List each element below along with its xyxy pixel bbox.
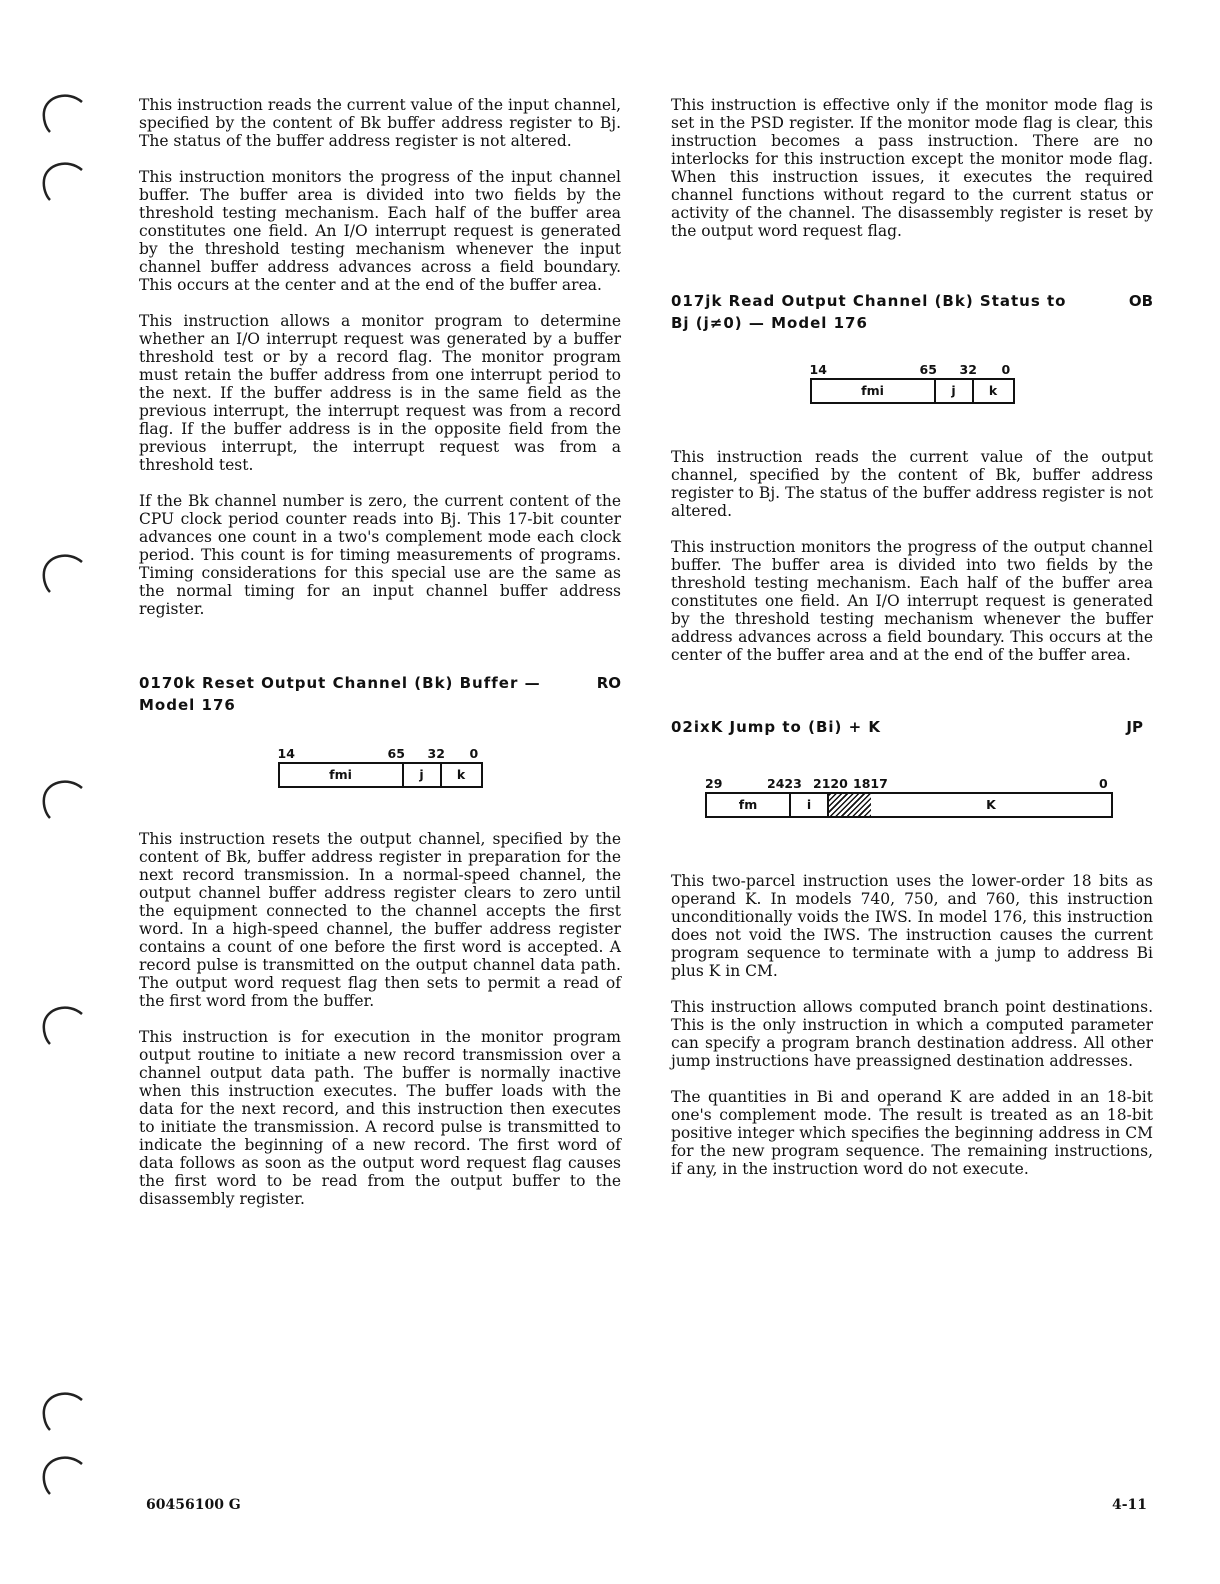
binder-punch-mark (38, 550, 86, 598)
field-k: k (988, 383, 998, 398)
instruction-format-box (705, 792, 1113, 818)
binder-punch-mark (38, 1002, 86, 1050)
left-column (139, 96, 621, 1226)
binder-punch-mark (38, 158, 86, 206)
bit-number: 2120 (813, 776, 848, 791)
footer-doc-number: 60456100 G (146, 1497, 241, 1513)
bit-number-row (278, 746, 483, 762)
binder-punch-mark (38, 1452, 86, 1500)
binder-punch-mark (38, 776, 86, 824)
body-paragraph: This instruction allows computed branch point destinations. This is the only instruction in which a computed parameter can specify a program branch destination address. All other jump instructions have preassigned destination addresses. (671, 998, 1153, 1070)
bit-number: 2423 (767, 776, 802, 791)
bit-number: 29 (705, 776, 723, 791)
field-j: j (951, 383, 956, 398)
field-fmi: fmi (861, 383, 884, 398)
instruction-format-box (810, 378, 1015, 404)
mnemonic-code: OB (1128, 292, 1153, 310)
binder-punch-mark (38, 1388, 86, 1436)
instruction-format-box (278, 762, 483, 788)
bit-number-row (705, 776, 1113, 792)
right-column (671, 96, 1153, 1196)
body-paragraph: This instruction monitors the progress of the output channel buffer. The buffer area is divided into two fields by the threshold testing mechanism. Each half of the buffer area constitutes one field. An I/O interrupt request is generated by the threshold testing mechanism whenever the buffer address advances across a field boundary. This occurs at the center of the buffer area and at the end of the buffer area. (671, 538, 1153, 664)
field-K: K (986, 797, 996, 812)
instruction-format-diagram (278, 746, 483, 788)
instruction-format-diagram (705, 776, 1113, 818)
field-fmi: fmi (329, 767, 352, 782)
section-title: 017jk Read Output Channel (Bk) Status to Bj (j≠0) — Model 176 (671, 292, 1067, 332)
mnemonic-code: RO (596, 674, 621, 692)
section-title: 02ixK Jump to (Bi) + K (671, 718, 882, 736)
binder-punch-mark (38, 90, 86, 138)
body-paragraph: If the Bk channel number is zero, the current content of the CPU clock period counter reads into Bj. This 17-bit counter advances one count in a two's complement mode each clock period. This count is for timing measurements of programs. Timing considerations for this special use are the same as the normal timing for an input channel buffer address register. (139, 492, 621, 618)
bit-number: 65 (919, 362, 937, 377)
body-paragraph: This instruction reads the current value of the output channel, specified by the content of Bk, buffer address register to Bj. The status of the buffer address register is not altered. (671, 448, 1153, 520)
bit-number: 0 (1099, 776, 1108, 791)
section-heading-017jk (671, 290, 1153, 334)
bit-number: 32 (959, 362, 977, 377)
body-paragraph: This instruction resets the output channel, specified by the content of Bk, buffer address register in preparation for the next record transmission. In a normal-speed channel, the output channel buffer address register clears to zero until the equipment connected to the channel accepts the first word. In a high-speed channel, the buffer address register contains a count of one before the first word is accepted. A record pulse is transmitted on the output channel data path. The output word request flag then sets to permit a read of the first word from the buffer. (139, 830, 621, 1010)
body-paragraph: This instruction is effective only if the monitor mode flag is set in the PSD register. If the monitor mode flag is clear, this instruction becomes a pass instruction. There are no interlocks for this instruction except the monitor mode flag. When this instruction issues, it executes the required channel functions without regard to the current status or activity of the channel. The disassembly register is reset by the output word request flag. (671, 96, 1153, 240)
section-heading-0170k (139, 672, 621, 716)
footer-page-number: 4-11 (1112, 1497, 1148, 1513)
field-i: i (806, 797, 812, 812)
bit-number: 0 (1001, 362, 1011, 377)
field-k: k (456, 767, 466, 782)
bit-number: 14 (809, 362, 827, 377)
field-fm: fm (738, 797, 758, 812)
field-j: j (419, 767, 424, 782)
section-heading-02ixk (671, 716, 1153, 738)
instruction-format-diagram (810, 362, 1015, 404)
body-paragraph: This instruction allows a monitor program to determine whether an I/O interrupt request was generated by a buffer threshold test or by a record flag. The monitor program must retain the buffer address from one interrupt period to the next. If the buffer address is in the same field as the previous interrupt, the interrupt request was from a record flag. If the buffer address is in the opposite field from the previous interrupt, the interrupt request was from a threshold test. (139, 312, 621, 474)
body-paragraph: This instruction reads the current value of the input channel, specified by the content of Bk buffer address register to Bj. The status of the buffer address register is not altered. (139, 96, 621, 150)
body-paragraph: This two-parcel instruction uses the lower-order 18 bits as operand K. In models 740, 750, and 760, this instruction unconditionally voids the IWS. In model 176, this instruction does not void the IWS. The instruction causes the current program sequence to terminate with a jump to address Bi plus K in CM. (671, 872, 1153, 980)
body-paragraph: This instruction monitors the progress of the input channel buffer. The buffer area is divided into two fields by the threshold testing mechanism. Each half of the buffer area constitutes one field. An I/O interrupt request is generated by the threshold testing mechanism whenever the input channel buffer address advances across a field boundary. This occurs at the center and at the end of the buffer area. (139, 168, 621, 294)
bit-number: 65 (387, 746, 405, 761)
bit-number: 0 (469, 746, 479, 761)
bit-number: 1817 (853, 776, 888, 791)
body-paragraph: The quantities in Bi and operand K are added in an 18-bit one's complement mode. The result is treated as an 18-bit positive integer which specifies the beginning address in CM for the new program sequence. The remaining instructions, if any, in the instruction word do not execute. (671, 1088, 1153, 1178)
bit-number-row (810, 362, 1015, 378)
bit-number: 32 (427, 746, 445, 761)
section-title: 0170k Reset Output Channel (Bk) Buffer — Model 176 (139, 674, 541, 714)
unused-field-hatched (829, 794, 871, 816)
mnemonic-code: JP (1126, 718, 1143, 736)
bit-number: 14 (277, 746, 295, 761)
body-paragraph: This instruction is for execution in the monitor program output routine to initiate a new record transmission over a channel output data path. The buffer is normally inactive when this instruction executes. The buffer loads with the data for the next record, and this instruction then executes to initiate the transmission. A record pulse is transmitted to indicate the beginning of a new record. The first word of data follows as soon as the output word request flag causes the first word to be read from the output buffer to the disassembly register. (139, 1028, 621, 1208)
